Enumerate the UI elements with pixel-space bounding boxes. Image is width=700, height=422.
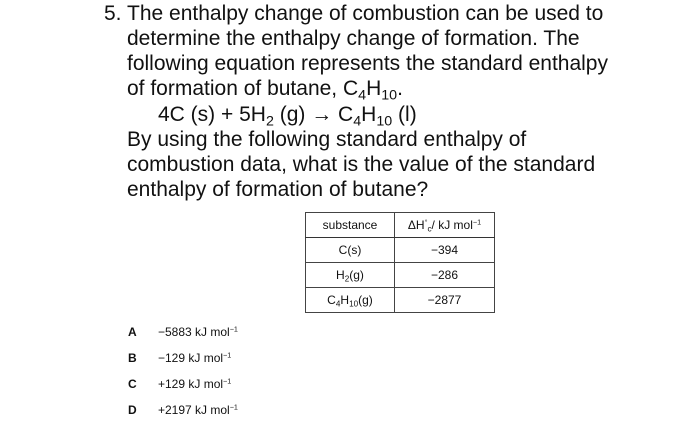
substance-mid: H [340,293,350,307]
table-row [306,263,495,288]
prompt-line-2: combustion data, what is the value of the standard [127,153,596,176]
option-value-text: −129 kJ mol [158,351,224,365]
option-exp: −1 [223,350,232,360]
header-dh: ΔH [407,218,425,232]
eq-sub-1: 2 [265,113,274,130]
substance-state: (g) [349,268,364,282]
eq-sub-3: 10 [376,113,393,130]
option-value-text: +2197 kJ mol [158,403,230,417]
option-letter: B [128,351,137,365]
substance-sub: 4 [335,299,341,309]
eq-part-3: H [361,103,377,126]
substance-text: C [327,293,336,307]
header-dh-sub: c [427,224,432,234]
question-line-2: determine the enthalpy change of formation. The [127,27,580,50]
line4-text: of formation of butane, C [127,77,359,100]
header-enthalpy [395,213,495,238]
option-value [158,400,238,420]
eq-part-1: 4C (s) + 5H [158,103,266,126]
question-line-3: following equation represents the standard enthalpy [127,52,608,75]
header-dh-unit: / kJ mol [431,218,473,232]
option-letter: D [128,403,137,417]
substance-sub: 2 [344,274,350,284]
value-cell: −394 [395,238,495,263]
combustion-data-table [305,212,495,313]
eq-sub-2: 4 [353,113,362,130]
question-line-4 [127,76,687,104]
table-row [306,238,495,263]
question-text [127,1,687,104]
substance-text: H [336,268,345,282]
eq-part-4: (l) [392,103,417,126]
substance-text: C(s) [338,243,362,257]
option-letter: A [128,325,137,339]
option-a[interactable] [128,322,238,342]
option-letter: C [128,377,137,391]
substance-cell [306,263,395,288]
line4-sub: 4 [358,87,367,104]
option-exp: −1 [229,324,238,334]
table-header-row [306,213,495,238]
option-value [158,348,231,368]
option-exp: −1 [223,376,232,386]
line4-sub2: 10 [381,87,398,104]
substance-state: (g) [358,293,373,307]
line4-mid: H [366,77,382,100]
header-substance: substance [306,213,395,238]
question-line-1: The enthalpy change of combustion can be used to [127,2,604,25]
option-value-text: −5883 kJ mol [158,325,230,339]
question-number: 5. [104,2,122,25]
prompt-line-1: By using the following standard enthalpy of [127,128,527,151]
substance-sub2: 10 [349,299,359,309]
prompt-line-3: enthalpy of formation of butane? [127,178,429,201]
value-cell: −2877 [395,288,495,313]
question-prompt [127,127,687,202]
option-b[interactable] [128,348,231,368]
table-row [306,288,495,313]
reaction-equation [158,102,417,130]
value-cell: −286 [395,263,495,288]
option-value-text: +129 kJ mol [158,377,224,391]
substance-cell [306,238,395,263]
option-c[interactable] [128,374,231,394]
substance-cell [306,288,395,313]
option-d[interactable] [128,400,238,420]
line4-end: . [397,77,403,100]
header-dh-exp: −1 [472,217,482,227]
header-dh-sup: ° [424,217,428,227]
eq-part-2: (g) → C [273,103,354,126]
option-value [158,374,231,394]
option-value [158,322,238,342]
option-exp: −1 [229,402,238,412]
